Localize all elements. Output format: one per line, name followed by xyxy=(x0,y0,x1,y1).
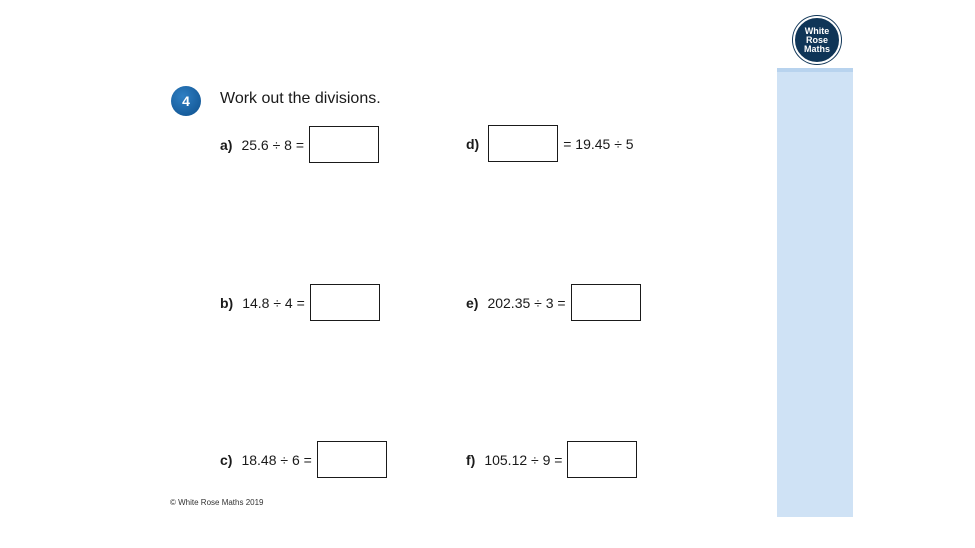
item-label: c) xyxy=(220,451,233,468)
item-expression: 105.12 ÷ 9 = xyxy=(484,451,563,468)
question-item-e xyxy=(466,284,641,321)
question-instruction: Work out the divisions. xyxy=(220,90,381,107)
question-item-c xyxy=(220,441,387,478)
side-panel-divider xyxy=(777,68,853,72)
question-number-badge: 4 xyxy=(171,86,201,116)
side-panel xyxy=(777,0,853,517)
answer-box[interactable] xyxy=(488,125,558,162)
item-label: b) xyxy=(220,294,234,311)
logo-text: White Rose Maths xyxy=(803,25,830,54)
answer-box[interactable] xyxy=(310,284,380,321)
question-item-d xyxy=(466,125,634,162)
copyright-notice: © White Rose Maths 2019 xyxy=(170,498,264,507)
item-label: e) xyxy=(466,294,479,311)
side-panel-header xyxy=(777,0,853,68)
item-expression: 25.6 ÷ 8 = xyxy=(241,136,305,153)
item-expression: 18.48 ÷ 6 = xyxy=(241,451,312,468)
item-label: f) xyxy=(466,451,476,468)
answer-box[interactable] xyxy=(567,441,637,478)
item-label: a) xyxy=(220,136,233,153)
item-label: d) xyxy=(466,135,480,152)
item-expression: = 19.45 ÷ 5 xyxy=(563,135,634,152)
item-expression: 14.8 ÷ 4 = xyxy=(242,294,305,311)
question-item-a xyxy=(220,126,379,163)
answer-box[interactable] xyxy=(571,284,641,321)
answer-box[interactable] xyxy=(309,126,379,163)
white-rose-maths-logo xyxy=(793,16,841,64)
question-item-b xyxy=(220,284,380,321)
item-expression: 202.35 ÷ 3 = xyxy=(487,294,566,311)
question-item-f xyxy=(466,441,637,478)
answer-box[interactable] xyxy=(317,441,387,478)
